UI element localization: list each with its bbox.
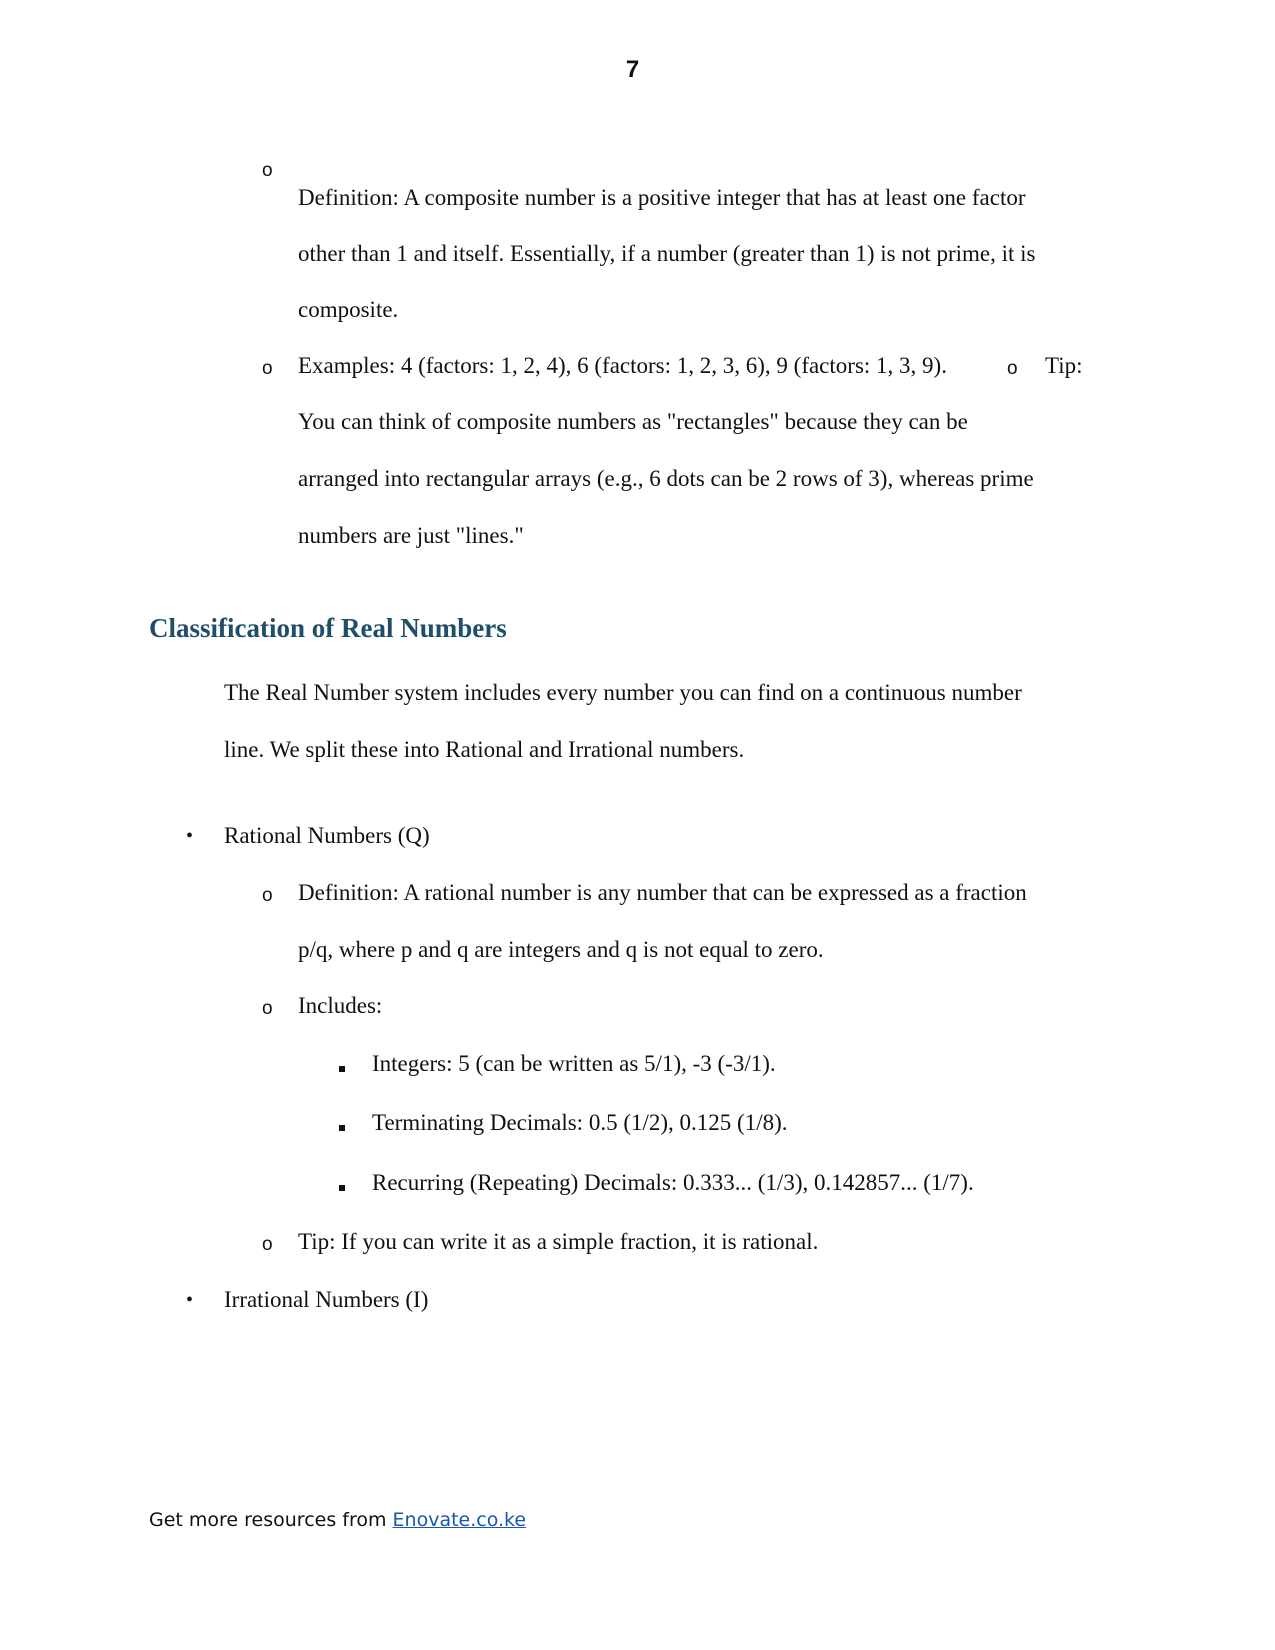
sub-bullet-marker: o (262, 1234, 273, 1255)
composite-definition-line-1: Definition: A composite number is a positive integer that has at least one factor (298, 185, 1026, 210)
bullet-marker: • (186, 1289, 194, 1311)
rational-tip: Tip: If you can write it as a simple fraction, it is rational. (298, 1229, 819, 1254)
footer-link[interactable]: Enovate.co.ke (392, 1509, 527, 1531)
footer (149, 1508, 526, 1532)
includes-item-recurring: Recurring (Repeating) Decimals: 0.333... (1/3), 0.142857... (1/7). (372, 1170, 974, 1195)
sub-bullet-marker: o (262, 998, 273, 1019)
composite-examples: Examples: 4 (factors: 1, 2, 4), 6 (factors: 1, 2, 3, 6), 9 (factors: 1, 3, 9). (298, 353, 947, 378)
square-bullet-marker (339, 1185, 345, 1191)
composite-tip-label: Tip: (1045, 353, 1083, 378)
rational-definition-line-1: Definition: A rational number is any number that can be expressed as a fraction (298, 880, 1027, 905)
rational-definition-line-2: p/q, where p and q are integers and q is not equal to zero. (298, 937, 824, 962)
square-bullet-marker (339, 1125, 345, 1131)
composite-tip-line-1: You can think of composite numbers as "rectangles" because they can be (298, 409, 968, 434)
section-heading: Classification of Real Numbers (149, 613, 507, 643)
inline-bullet-marker: o (1007, 358, 1018, 379)
rational-label: Rational Numbers (Q) (224, 823, 430, 848)
sub-bullet-marker: o (262, 885, 273, 906)
sub-bullet-marker: o (262, 358, 273, 379)
includes-item-integers: Integers: 5 (can be written as 5/1), -3 (-3/1). (372, 1051, 776, 1076)
composite-definition-line-3: composite. (298, 297, 399, 322)
section-intro-line-2: line. We split these into Rational and Irrational numbers. (224, 737, 745, 762)
irrational-label: Irrational Numbers (I) (224, 1287, 429, 1312)
square-bullet-marker (339, 1066, 345, 1072)
composite-tip-line-2: arranged into rectangular arrays (e.g., 6 dots can be 2 rows of 3), whereas prime (298, 466, 1034, 491)
composite-tip-line-3: numbers are just "lines." (298, 523, 524, 548)
rational-includes-label: Includes: (298, 993, 383, 1018)
section-intro-line-1: The Real Number system includes every number you can find on a continuous number (224, 680, 1022, 705)
sub-bullet-marker: o (262, 160, 273, 181)
page-number: 7 (625, 56, 640, 83)
composite-definition-line-2: other than 1 and itself. Essentially, if a number (greater than 1) is not prime, it is (298, 241, 1036, 266)
footer-text: Get more resources from (149, 1509, 393, 1531)
includes-item-terminating: Terminating Decimals: 0.5 (1/2), 0.125 (1/8). (372, 1110, 788, 1135)
bullet-marker: • (186, 825, 194, 847)
